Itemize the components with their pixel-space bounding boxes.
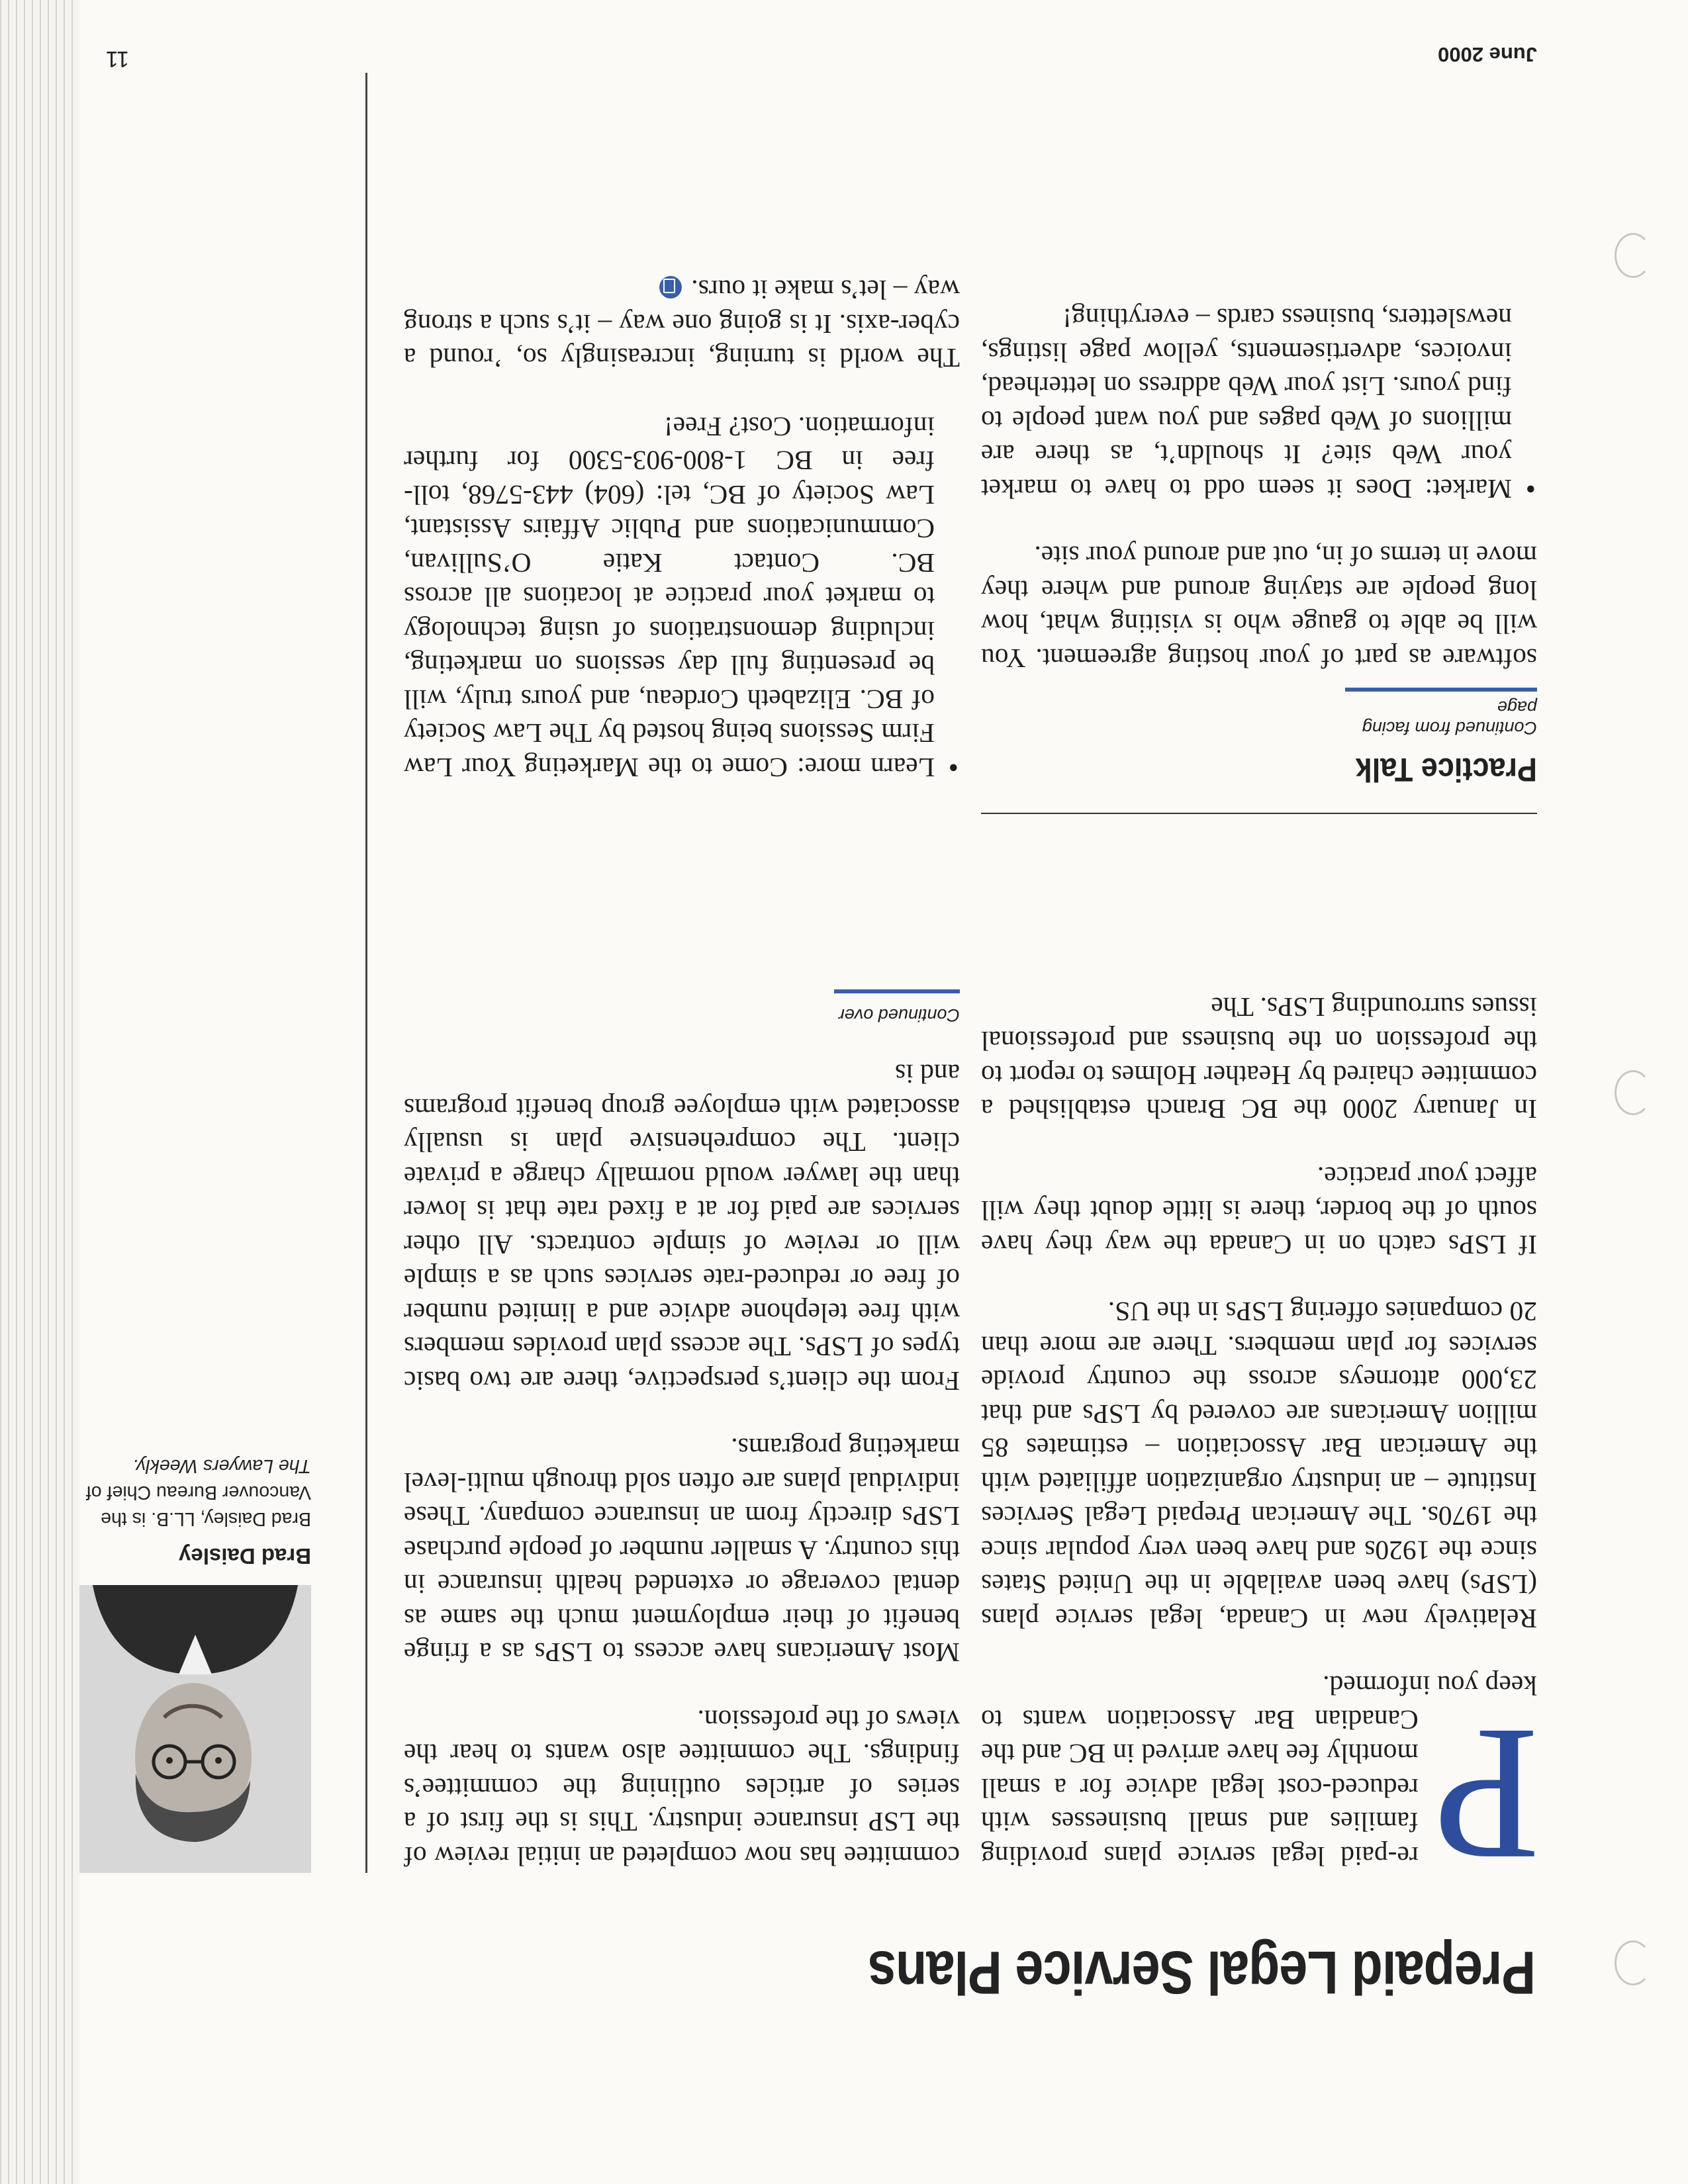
article-paragraph: Most Americans have access to LSPs as a fringe benefit of their employment much the same as dental coverage or extended health insurance in this country. A smaller number of people purchase LSPs directly from an insurance company. These individual plans are often sold through multi-level marketing programs. xyxy=(404,1433,960,1668)
author-portrait-icon xyxy=(79,1585,311,1873)
binder-hole xyxy=(1615,1940,1652,1985)
continued-from-note: Continued from facing page xyxy=(1345,688,1537,738)
cba-end-mark-icon xyxy=(659,276,682,298)
author-publication: The Lawyers Weekly. xyxy=(132,1455,311,1477)
bullet-list xyxy=(404,410,960,785)
closing-paragraph xyxy=(404,273,960,375)
bullet-item-learn-more: • Learn more: Come to the Marketing Your Law Firm Sessions being hosted by The Law Society of BC. Elizabeth Cordeau, and yours truly, will be presenting full day sessions on marketing, including demonstrations of using technology to market your practice at locations all across BC. Contact Katie O’Sullivan, Communications and Public Affairs Assistant, Law Society of BC, tel: (604) 443-5768, toll-free in BC 1-800-903-5300 for further information. Cost? Free! xyxy=(404,410,935,785)
author-bio xyxy=(73,1453,311,1532)
article-paragraph xyxy=(981,1668,1540,1901)
article-column-1 xyxy=(981,957,1540,1901)
article-column-2 xyxy=(404,990,960,1874)
article-paragraph: committee has now completed an initial review of the LSP insurance industry. This is the first of a series of articles outlining the committee’s findings. The committee also wants to hear the views of the profession. xyxy=(404,1705,960,1872)
article-title: Prepaid Legal Service Plans xyxy=(868,1938,1536,2006)
practice-paragraph: software as part of your hosting agreement. You will be able to gauge who is visiting what, how long people are staying around and where they move in terms of in, out and around your site. xyxy=(981,541,1537,674)
article-paragraph: If LSPs catch on in Canada the way they have south of the border, there is little doubt they will affect your practice. xyxy=(981,1161,1537,1260)
article-paragraph: Relatively new in Canada, legal service plans (LSPs) have been available in the United States since the 1920s and have been very popular since the 1970s. The American Prepaid Legal Services Institute – an industry organization affiliated with the American Bar Association – estimates 85 million Americans are covered by LSPs and that 23,000 attorneys across the country provide services for plan members. There are more than 20 companies offering LSPs in the US. xyxy=(981,1297,1537,1634)
binder-hole xyxy=(1615,233,1652,278)
binder-hole xyxy=(1615,1070,1652,1115)
bullet-list xyxy=(981,301,1537,506)
paragraph-text: re-paid legal service plans providing families and small businesses with reduced-cost legal advice for a small monthly fee have arrived in BC and the Canadian Bar Association wants to keep you informed. xyxy=(981,1670,1537,1872)
sidebar-divider xyxy=(365,73,367,1873)
section-divider xyxy=(981,813,1537,814)
author-name: Brad Daisley xyxy=(179,1544,311,1569)
article-paragraph: In January 2000 the BC Branch established a committee chaired by Heather Holmes to report to the profession on the business and professional issues surrounding LSPs. The xyxy=(981,992,1537,1125)
practice-talk-title: Practice Talk xyxy=(1355,751,1537,788)
issue-date: June 2000 xyxy=(1438,43,1537,66)
practice-talk-column-2 xyxy=(404,240,960,784)
drop-cap: P xyxy=(1432,1689,1540,1901)
bullet-item-market: • Market: Does it seem odd to have to market your Web site? It shouldn’t, as there are millions of Web pages and you want people to find yours. List your Web address on letterhead, invoices, advertisements, yellow page listings, newsletters, business cards – everything! xyxy=(981,301,1512,506)
author-photo xyxy=(79,1585,311,1873)
continued-over-note: Continued over xyxy=(834,990,960,1032)
page-number: 11 xyxy=(105,46,129,71)
article-paragraph: From the client’s perspective, there are two basic types of LSPs. The access plan provides members with free telephone advice and a limited number of free or reduced-rate services such as a simple will or review of simple contracts. All other services are paid for at a fixed rate that is lower than the lawyer would normally charge a private client. The comprehensive plan is usually associated with employee group benefit programs and is xyxy=(404,1059,960,1396)
practice-talk-column-1 xyxy=(981,267,1537,675)
closing-text: The world is turning, increasingly so, ’round a cyber-axis. It is going one way – it’s such a strong way – let’s make it ours. xyxy=(404,275,960,374)
author-bio-text: Brad Daisley, LL.B. is the Vancouver Bureau Chief of xyxy=(85,1482,311,1529)
page-edge-stack xyxy=(0,0,79,2184)
